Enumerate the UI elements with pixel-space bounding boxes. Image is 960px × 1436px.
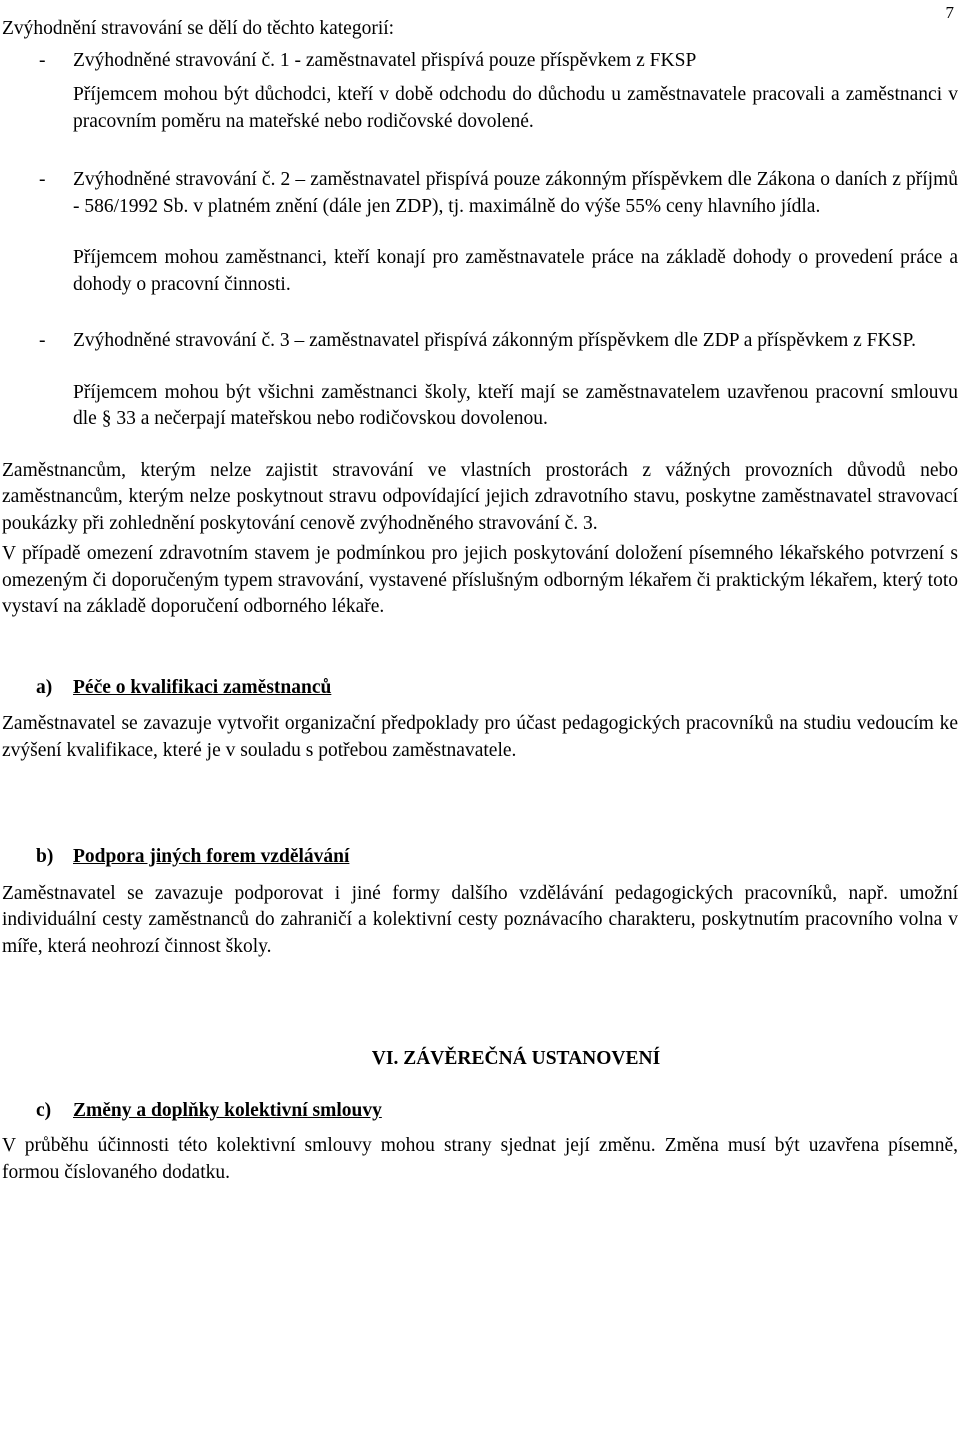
section-a-letter: a) [36, 676, 53, 698]
section-a [2, 675, 958, 765]
section-c-title: Změny a doplňky kolektivní smlouvy [73, 1099, 382, 1121]
category-3-heading [2, 328, 958, 355]
bullet-dash: - [39, 49, 46, 71]
category-2-title: Zvýhodněné stravování č. 2 – zaměstnavatel přispívá pouze zákonným příspěvkem dle Zákona o daních z příjmů - 586/1992 Sb. v platném znění (dále jen ZDP), tj. maximálně do výše 55% ceny hlavního jídla. [73, 169, 958, 217]
page-number: 7 [945, 3, 954, 22]
section-a-heading [2, 675, 958, 702]
bullet-dash: - [39, 169, 46, 190]
section-b [2, 844, 958, 960]
category-1-title: Zvýhodněné stravování č. 1 - zaměstnavatel přispívá pouze příspěvkem z FKSP [73, 49, 697, 71]
section-a-title: Péče o kvalifikaci zaměstnanců [73, 676, 332, 698]
section-a-text: Zaměstnavatel se zavazuje vytvořit organizační předpoklady pro účast pedagogických pracovníků na studiu vedoucím ke zvýšení kvalifikace, které je v souladu s potřebou zaměstnavatele. [2, 713, 958, 761]
section-b-text: Zaměstnavatel se zavazuje podporovat i jiné formy dalšího vzdělávání pedagogických pracovníků, např. umožní individuální cesty zaměstnanců do zahraničí a kolektivní cesty poznávacího charakteru, poskytnutím pracovního volna v míře, která neohrozí činnost školy. [2, 882, 958, 957]
category-3-recipients: Příjemcem mohou být všichni zaměstnanci školy, kteří mají se zaměstnavatelem uzavřenou pracovní smlouvu dle § 33 a nečerpají mateřskou nebo rodičovskou dovolenou. [73, 381, 958, 429]
section-c-letter: c) [36, 1099, 52, 1121]
category-1 [2, 48, 958, 136]
section-c-text: V průběhu účinnosti této kolektivní smlouvy mohou strany sjednat její změnu. Změna musí být uzavřena písemně, formou číslovaného dodatku. [2, 1135, 958, 1183]
category-2-recipients: Příjemcem mohou zaměstnanci, kteří konají pro zaměstnavatele práce na základě dohody o provedení práce a dohody o pracovní činnosti. [73, 247, 958, 295]
category-3-title: Zvýhodněné stravování č. 3 – zaměstnavatel přispívá zákonným příspěvkem dle ZDP a příspěvkem z FKSP. [73, 330, 917, 351]
category-2 [2, 167, 958, 298]
section-b-heading [2, 844, 958, 871]
document-body [2, 16, 958, 1186]
section-b-letter: b) [36, 846, 54, 867]
section-c-heading [2, 1098, 958, 1125]
vouchers-paragraph: Zaměstnancům, kterým nelze zajistit stravování ve vlastních prostorách z vážných provozních důvodů nebo zaměstnancům, kterým nelze poskytnout stravu odpovídající jejich zdravotního stavu, poskytne zaměstnavatel stravovací poukázky při zohlednění poskytování cenově zvýhodněného stravování č. 3. [2, 459, 958, 534]
category-2-heading [2, 167, 958, 220]
bullet-dash: - [39, 330, 46, 351]
health-paragraph: V případě omezení zdravotním stavem je podmínkou pro jejich poskytování doložení písemného lékařského potvrzení s omezeným či doporučeným typem stravování, vystavené příslušným odborným lékařem či praktickým lékařem, který toto vystaví na základě doporučení odborného lékaře. [2, 543, 958, 617]
category-1-heading [2, 48, 958, 75]
chapter-heading: VI. ZÁVĚREČNÁ USTANOVENÍ [371, 1048, 661, 1069]
section-b-title: Podpora jiných forem vzdělávání [73, 846, 350, 867]
section-c [2, 1098, 958, 1187]
categories-intro: Zvýhodnění stravování se dělí do těchto kategorií: [2, 18, 395, 39]
category-3 [2, 328, 958, 433]
category-1-recipients: Příjemcem mohou být důchodci, kteří v době odchodu do důchodu u zaměstnavatele pracovali a zaměstnanci v pracovním poměru na mateřské nebo rodičovské dovolené. [73, 84, 958, 132]
